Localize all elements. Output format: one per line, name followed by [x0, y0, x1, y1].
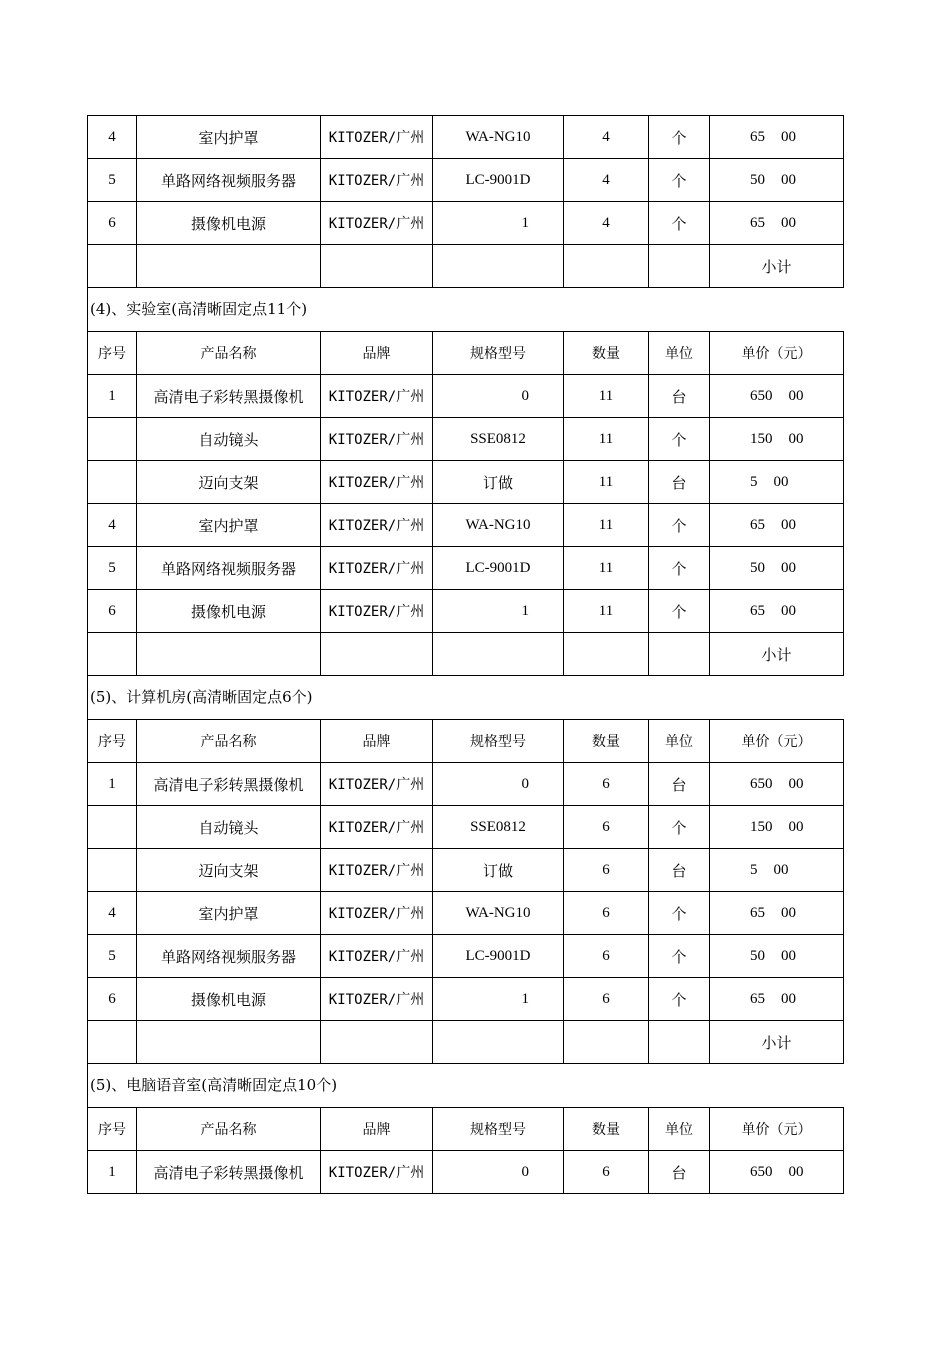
brand-cell: KITOZER/广州 [321, 590, 433, 633]
model-cell: 订做 [433, 461, 564, 504]
row-number: 1 [88, 763, 137, 806]
table-row [88, 504, 844, 547]
unit-price-cell [710, 978, 844, 1021]
column-header: 品牌 [321, 332, 433, 375]
quantity-cell: 11 [564, 418, 649, 461]
model-cell: 0 [433, 1151, 564, 1194]
brand-cell: KITOZER/广州 [321, 849, 433, 892]
empty-cell [564, 1021, 649, 1064]
column-header: 单位 [649, 720, 710, 763]
empty-cell [88, 633, 137, 676]
quantity-cell: 11 [564, 547, 649, 590]
column-header: 数量 [564, 332, 649, 375]
quantity-cell: 4 [564, 159, 649, 202]
unit-cell: 个 [649, 935, 710, 978]
unit-cell: 台 [649, 375, 710, 418]
row-number: 4 [88, 892, 137, 935]
price-decimal: 00 [781, 947, 796, 964]
empty-cell [649, 245, 710, 288]
column-header: 品牌 [321, 1108, 433, 1151]
brand-cell: KITOZER/广州 [321, 116, 433, 159]
table-row [88, 763, 844, 806]
quantity-cell: 6 [564, 978, 649, 1021]
empty-cell [321, 633, 433, 676]
unit-cell: 个 [649, 590, 710, 633]
empty-cell [433, 245, 564, 288]
price-integer: 150 [750, 818, 773, 835]
product-name: 高清电子彩转黑摄像机 [137, 375, 321, 418]
row-number [88, 806, 137, 849]
subtotal-row [88, 245, 844, 288]
unit-cell: 台 [649, 461, 710, 504]
quantity-cell: 6 [564, 935, 649, 978]
product-name: 室内护罩 [137, 892, 321, 935]
table-row [88, 418, 844, 461]
model-cell: WA-NG10 [433, 892, 564, 935]
subtotal-label: 小计 [710, 1021, 844, 1064]
unit-price-cell [710, 547, 844, 590]
row-number: 1 [88, 1151, 137, 1194]
unit-price-cell [710, 202, 844, 245]
price-decimal: 00 [781, 559, 796, 576]
price-integer: 5 [750, 473, 758, 490]
model-cell: 0 [433, 763, 564, 806]
empty-cell [321, 245, 433, 288]
price-decimal: 00 [788, 775, 804, 792]
row-number: 5 [88, 935, 137, 978]
section-title: (5)、电脑语音室(高清晰固定点10个) [87, 1064, 843, 1107]
price-decimal: 00 [781, 171, 796, 188]
row-number: 6 [88, 590, 137, 633]
column-header: 数量 [564, 1108, 649, 1151]
brand-cell: KITOZER/广州 [321, 159, 433, 202]
column-header: 序号 [88, 1108, 137, 1151]
price-decimal: 00 [788, 1163, 804, 1180]
model-cell: WA-NG10 [433, 116, 564, 159]
price-decimal: 00 [781, 516, 796, 533]
equipment-table [87, 1107, 844, 1194]
equipment-table [87, 115, 844, 288]
unit-price-cell [710, 504, 844, 547]
table-row [88, 375, 844, 418]
quantity-cell: 6 [564, 806, 649, 849]
product-name: 室内护罩 [137, 504, 321, 547]
price-integer: 50 [750, 171, 765, 188]
product-name: 单路网络视频服务器 [137, 547, 321, 590]
brand-cell: KITOZER/广州 [321, 375, 433, 418]
column-header: 单位 [649, 332, 710, 375]
column-header: 规格型号 [433, 332, 564, 375]
column-header: 产品名称 [137, 1108, 321, 1151]
subtotal-row [88, 1021, 844, 1064]
row-number: 4 [88, 504, 137, 547]
section-title: (4)、实验室(高清晰固定点11个) [87, 288, 843, 331]
price-decimal: 00 [781, 904, 796, 921]
subtotal-row [88, 633, 844, 676]
price-integer: 65 [750, 904, 765, 921]
column-header: 品牌 [321, 720, 433, 763]
column-header: 序号 [88, 332, 137, 375]
model-cell: 0 [433, 375, 564, 418]
price-decimal: 00 [781, 990, 796, 1007]
product-name: 自动镜头 [137, 806, 321, 849]
unit-price-cell [710, 116, 844, 159]
unit-cell: 个 [649, 116, 710, 159]
model-cell: 订做 [433, 849, 564, 892]
brand-cell: KITOZER/广州 [321, 202, 433, 245]
column-header: 单位 [649, 1108, 710, 1151]
model-cell: WA-NG10 [433, 504, 564, 547]
column-header: 单价（元） [710, 332, 844, 375]
price-decimal: 00 [788, 430, 804, 447]
table-row [88, 935, 844, 978]
table-row [88, 116, 844, 159]
price-integer: 5 [750, 861, 758, 878]
price-integer: 650 [750, 387, 773, 404]
unit-cell: 台 [649, 1151, 710, 1194]
row-number: 6 [88, 202, 137, 245]
price-integer: 65 [750, 516, 765, 533]
row-number: 5 [88, 159, 137, 202]
empty-cell [321, 1021, 433, 1064]
quantity-cell: 4 [564, 202, 649, 245]
section-title: (5)、计算机房(高清晰固定点6个) [87, 676, 843, 719]
product-name: 迈向支架 [137, 461, 321, 504]
brand-cell: KITOZER/广州 [321, 461, 433, 504]
price-integer: 65 [750, 990, 765, 1007]
model-cell: 1 [433, 202, 564, 245]
brand-cell: KITOZER/广州 [321, 978, 433, 1021]
table-header-row [88, 1108, 844, 1151]
price-integer: 65 [750, 602, 765, 619]
brand-cell: KITOZER/广州 [321, 418, 433, 461]
unit-cell: 台 [649, 763, 710, 806]
column-header: 数量 [564, 720, 649, 763]
subtotal-label: 小计 [710, 245, 844, 288]
table-header-row [88, 720, 844, 763]
brand-cell: KITOZER/广州 [321, 504, 433, 547]
unit-price-cell [710, 763, 844, 806]
unit-cell: 个 [649, 547, 710, 590]
product-name: 自动镜头 [137, 418, 321, 461]
unit-cell: 个 [649, 418, 710, 461]
unit-cell: 台 [649, 849, 710, 892]
row-number [88, 461, 137, 504]
equipment-table [87, 331, 844, 676]
row-number: 6 [88, 978, 137, 1021]
unit-cell: 个 [649, 978, 710, 1021]
unit-price-cell [710, 806, 844, 849]
column-header: 产品名称 [137, 332, 321, 375]
price-decimal: 00 [788, 387, 804, 404]
model-cell: 1 [433, 590, 564, 633]
empty-cell [137, 633, 321, 676]
empty-cell [137, 245, 321, 288]
product-name: 室内护罩 [137, 116, 321, 159]
column-header: 序号 [88, 720, 137, 763]
empty-cell [564, 633, 649, 676]
quantity-cell: 6 [564, 763, 649, 806]
model-cell: LC-9001D [433, 935, 564, 978]
product-name: 迈向支架 [137, 849, 321, 892]
table-row [88, 202, 844, 245]
row-number [88, 849, 137, 892]
price-integer: 65 [750, 128, 765, 145]
empty-cell [649, 1021, 710, 1064]
model-cell: LC-9001D [433, 159, 564, 202]
product-name: 高清电子彩转黑摄像机 [137, 1151, 321, 1194]
unit-cell: 个 [649, 202, 710, 245]
unit-price-cell [710, 461, 844, 504]
product-name: 摄像机电源 [137, 202, 321, 245]
product-name: 单路网络视频服务器 [137, 935, 321, 978]
brand-cell: KITOZER/广州 [321, 547, 433, 590]
price-decimal: 00 [781, 602, 796, 619]
unit-cell: 个 [649, 806, 710, 849]
price-decimal: 00 [773, 473, 789, 490]
unit-price-cell [710, 590, 844, 633]
table-row [88, 892, 844, 935]
quotation-sheet [87, 115, 843, 1194]
table-row [88, 1151, 844, 1194]
empty-cell [649, 633, 710, 676]
table-row [88, 547, 844, 590]
quantity-cell: 6 [564, 849, 649, 892]
price-integer: 650 [750, 1163, 773, 1180]
unit-cell: 个 [649, 504, 710, 547]
column-header: 规格型号 [433, 720, 564, 763]
brand-cell: KITOZER/广州 [321, 763, 433, 806]
equipment-table [87, 719, 844, 1064]
quantity-cell: 6 [564, 1151, 649, 1194]
table-row [88, 806, 844, 849]
empty-cell [88, 245, 137, 288]
unit-cell: 个 [649, 159, 710, 202]
model-cell: 1 [433, 978, 564, 1021]
price-decimal: 00 [781, 214, 796, 231]
row-number: 4 [88, 116, 137, 159]
price-integer: 50 [750, 559, 765, 576]
price-integer: 65 [750, 214, 765, 231]
quantity-cell: 11 [564, 375, 649, 418]
brand-cell: KITOZER/广州 [321, 806, 433, 849]
unit-price-cell [710, 849, 844, 892]
column-header: 单价（元） [710, 1108, 844, 1151]
quantity-cell: 11 [564, 461, 649, 504]
unit-cell: 个 [649, 892, 710, 935]
quantity-cell: 6 [564, 892, 649, 935]
table-row [88, 159, 844, 202]
table-row [88, 849, 844, 892]
price-decimal: 00 [773, 861, 789, 878]
product-name: 摄像机电源 [137, 978, 321, 1021]
empty-cell [564, 245, 649, 288]
quantity-cell: 4 [564, 116, 649, 159]
empty-cell [433, 633, 564, 676]
empty-cell [88, 1021, 137, 1064]
row-number [88, 418, 137, 461]
unit-price-cell [710, 935, 844, 978]
table-row [88, 590, 844, 633]
price-decimal: 00 [781, 128, 796, 145]
column-header: 单价（元） [710, 720, 844, 763]
product-name: 高清电子彩转黑摄像机 [137, 763, 321, 806]
row-number: 5 [88, 547, 137, 590]
column-header: 规格型号 [433, 1108, 564, 1151]
unit-price-cell [710, 1151, 844, 1194]
subtotal-label: 小计 [710, 633, 844, 676]
price-integer: 50 [750, 947, 765, 964]
unit-price-cell [710, 892, 844, 935]
product-name: 单路网络视频服务器 [137, 159, 321, 202]
price-integer: 150 [750, 430, 773, 447]
model-cell: SSE0812 [433, 418, 564, 461]
model-cell: SSE0812 [433, 806, 564, 849]
model-cell: LC-9001D [433, 547, 564, 590]
brand-cell: KITOZER/广州 [321, 935, 433, 978]
brand-cell: KITOZER/广州 [321, 1151, 433, 1194]
price-integer: 650 [750, 775, 773, 792]
quantity-cell: 11 [564, 590, 649, 633]
product-name: 摄像机电源 [137, 590, 321, 633]
unit-price-cell [710, 375, 844, 418]
empty-cell [137, 1021, 321, 1064]
table-row [88, 461, 844, 504]
brand-cell: KITOZER/广州 [321, 892, 433, 935]
column-header: 产品名称 [137, 720, 321, 763]
table-header-row [88, 332, 844, 375]
unit-price-cell [710, 418, 844, 461]
price-decimal: 00 [788, 818, 804, 835]
quantity-cell: 11 [564, 504, 649, 547]
empty-cell [433, 1021, 564, 1064]
row-number: 1 [88, 375, 137, 418]
unit-price-cell [710, 159, 844, 202]
table-row [88, 978, 844, 1021]
